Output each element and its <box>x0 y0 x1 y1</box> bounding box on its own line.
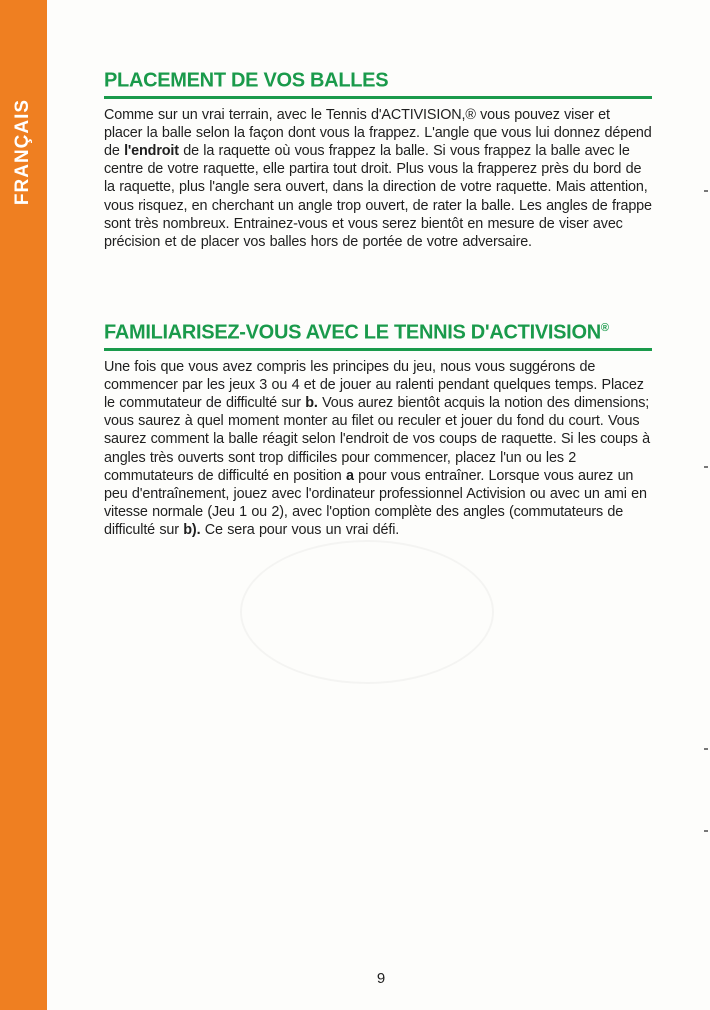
section-heading <box>104 64 652 99</box>
paragraph-emphasis: b). <box>183 522 201 539</box>
margin-mark <box>704 748 708 750</box>
language-side-band <box>0 0 47 1010</box>
paragraph-text: Une fois que vous avez compris les principes du jeu, nous vous suggérons de commencer par les jeux 3 ou 4 et de jouer au ralenti pendant quelques temps. Placez le commutateur de difficulté sur <box>104 358 644 412</box>
language-label: FRANÇAIS <box>12 98 33 206</box>
paragraph-text: Comme sur un vrai terrain, avec le Tennis d'ACTIVISION,® vous pouvez viser et placer la balle selon la façon dont vous la frappez. L'angle que vous lui donnez dépend de <box>104 106 652 160</box>
watermark-stamp <box>240 540 494 684</box>
page-number: 9 <box>376 970 386 987</box>
margin-mark <box>704 466 708 468</box>
margin-mark <box>704 830 708 832</box>
section-heading-text: PLACEMENT DE VOS BALLES <box>104 69 389 92</box>
section-ball-placement <box>104 64 652 251</box>
paragraph-text: Ce sera pour vous un vrai défi. <box>200 522 400 539</box>
paragraph-text: pour vous entraîner. Lorsque vous aurez un peu d'entraînement, jouez avec l'ordinateur professionnel Activision ou avec un ami en vitesse normale (Jeu 1 ou 2), avec l'option complète des angles (commutateurs de difficulté sur <box>104 467 647 539</box>
paragraph-emphasis: l'endroit <box>124 143 179 160</box>
paragraph-text: Vous aurez bientôt acquis la notion des dimensions; vous saurez à quel moment monter au filet ou reculer et jouer du fond du court. Vous saurez comment la balle réagit selon l'endroit de vos coups de raquette. Si les coups à angles très ouverts sont trop difficiles pour commencer, placez l'un ou les 2 commutateurs de difficulté en position <box>104 395 650 484</box>
registered-mark: ® <box>600 322 609 334</box>
section-paragraph <box>104 106 652 252</box>
paragraph-emphasis: a <box>345 467 354 484</box>
margin-mark <box>704 190 708 192</box>
section-heading-text: FAMILIARISEZ-VOUS AVEC LE TENNIS D'ACTIVISION <box>104 321 601 344</box>
section-paragraph <box>104 358 652 540</box>
section-get-familiar <box>104 316 652 540</box>
paragraph-text: de la raquette où vous frappez la balle. Si vous frappez la balle avec le centre de votre raquette, elle partira tout droit. Plus vous la frapperez près du bord de la raquette, plus l'angle sera ouvert, dans la direction de votre raquette. Mais attention, vous risquez, en cherchant un angle trop ouvert, de rater la balle. Les angles de frappe sont très nombreux. Entrainez-vous et vous serez bientôt en mesure de viser avec précision et de placer vos balles hors de portée de votre adversaire. <box>104 143 652 251</box>
section-heading <box>104 316 652 351</box>
paragraph-emphasis: b. <box>305 395 318 412</box>
